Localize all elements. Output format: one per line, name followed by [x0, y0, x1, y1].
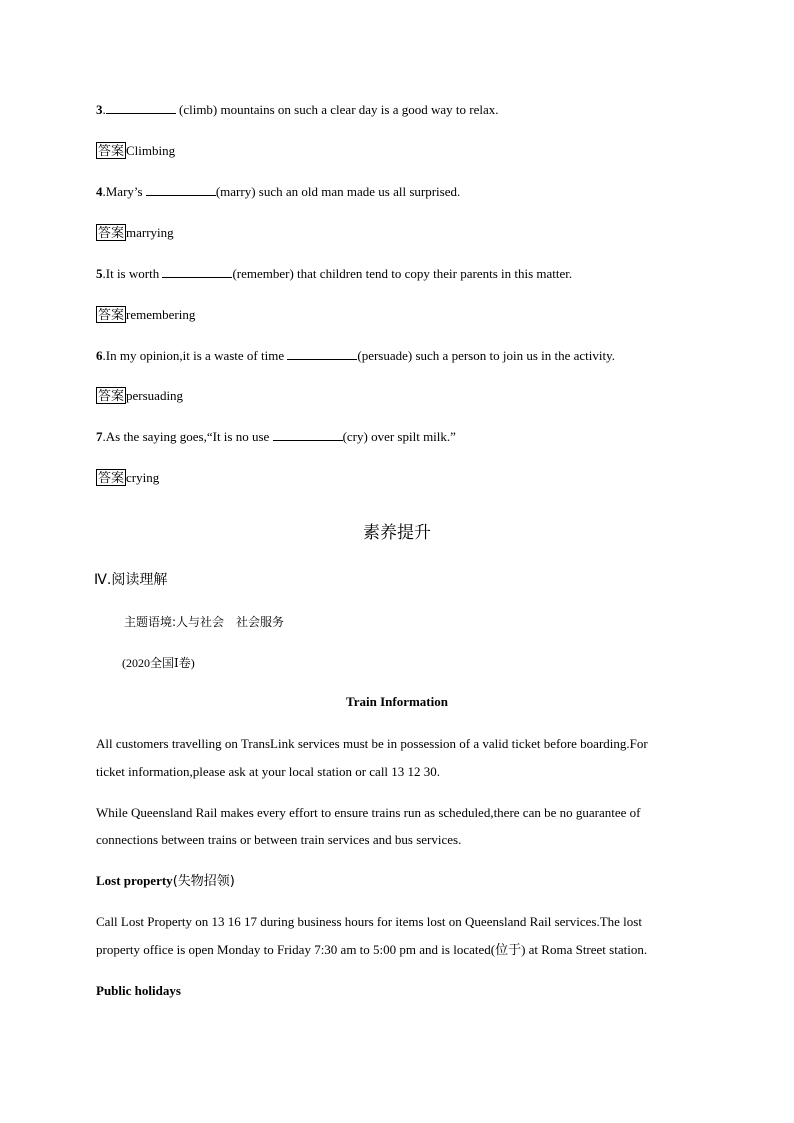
question-separator: .: [102, 429, 106, 444]
paragraph-1-line-1: All customers travelling on TransLink services must be in possession of a valid ticket before boarding.For: [96, 736, 648, 751]
answer-tag: 答案: [98, 388, 125, 403]
question-text-after: (climb) mountains on such a clear day is a good way to relax.: [175, 102, 499, 117]
question-text-before: It is worth: [105, 266, 163, 281]
question-separator: .: [102, 184, 106, 199]
section-title: 素养提升: [363, 523, 431, 543]
paragraph-2-line-1: While Queensland Rail makes every effort to ensure trains run as scheduled,there can be no guarantee of: [96, 805, 641, 820]
heading-translation: (失物招领): [172, 874, 235, 889]
question-separator: .: [102, 102, 106, 117]
answer-tag: 答案: [98, 470, 125, 485]
question-text-before: As the saying goes,“It is no use: [105, 429, 273, 444]
answer-4: [96, 224, 174, 242]
question-4: [96, 183, 460, 201]
question-text-after: (cry) over spilt milk.”: [342, 429, 456, 444]
question-number: 4: [96, 184, 103, 199]
question-text-before: In my opinion,it is a waste of time: [105, 348, 288, 363]
question-text-after: (marry) such an old man made us all surprised.: [215, 184, 461, 199]
answer-text: marrying: [126, 225, 174, 240]
answer-blank: [287, 347, 357, 360]
part-heading: Ⅳ.阅读理解: [94, 572, 168, 588]
heading-text: Lost property: [96, 873, 173, 888]
answer-tag: 答案: [98, 307, 125, 322]
article-title: Train Information: [346, 694, 448, 709]
question-text-after: (remember) that children tend to copy their parents in this matter.: [232, 266, 573, 281]
answer-5: [96, 306, 195, 324]
answer-blank: [273, 428, 343, 441]
paragraph-2-line-2: connections between trains or between train services and bus services.: [96, 832, 462, 847]
paragraph-1-line-2: ticket information,please ask at your local station or call 13 12 30.: [96, 764, 441, 779]
question-text-before: Mary’s: [105, 184, 146, 199]
question-text-after: (persuade) such a person to join us in the activity.: [357, 348, 616, 363]
source-label: (2020全国Ⅰ卷): [122, 656, 195, 670]
question-number: 5: [96, 266, 103, 281]
paragraph-3-line-1: Call Lost Property on 13 16 17 during business hours for items lost on Queensland Rail services.The lost: [96, 914, 642, 929]
answer-text: remembering: [126, 307, 196, 322]
question-3: [96, 101, 499, 119]
lost-property-heading: [96, 872, 235, 891]
answer-tag: 答案: [98, 143, 125, 158]
answer-text: persuading: [126, 388, 184, 403]
question-separator: .: [102, 348, 106, 363]
answer-text: Climbing: [126, 143, 176, 158]
question-5: [96, 265, 572, 283]
answer-tag: 答案: [98, 225, 125, 240]
answer-blank: [146, 183, 216, 196]
question-number: 6: [96, 348, 103, 363]
answer-text: crying: [126, 470, 160, 485]
question-number: 3: [96, 102, 103, 117]
public-holidays-heading: Public holidays: [96, 983, 181, 998]
answer-3: [96, 142, 175, 160]
answer-blank: [162, 265, 232, 278]
paragraph-3-line-2: property office is open Monday to Friday 7:30 am to 5:00 pm and is located(位于) at Roma Street station.: [96, 942, 648, 957]
answer-6: [96, 387, 183, 405]
theme-context: 主题语境:人与社会 社会服务: [124, 615, 285, 629]
question-separator: .: [102, 266, 106, 281]
question-number: 7: [96, 429, 103, 444]
answer-7: [96, 469, 159, 487]
answer-blank: [106, 101, 176, 114]
question-6: [96, 347, 615, 365]
question-7: [96, 428, 456, 446]
